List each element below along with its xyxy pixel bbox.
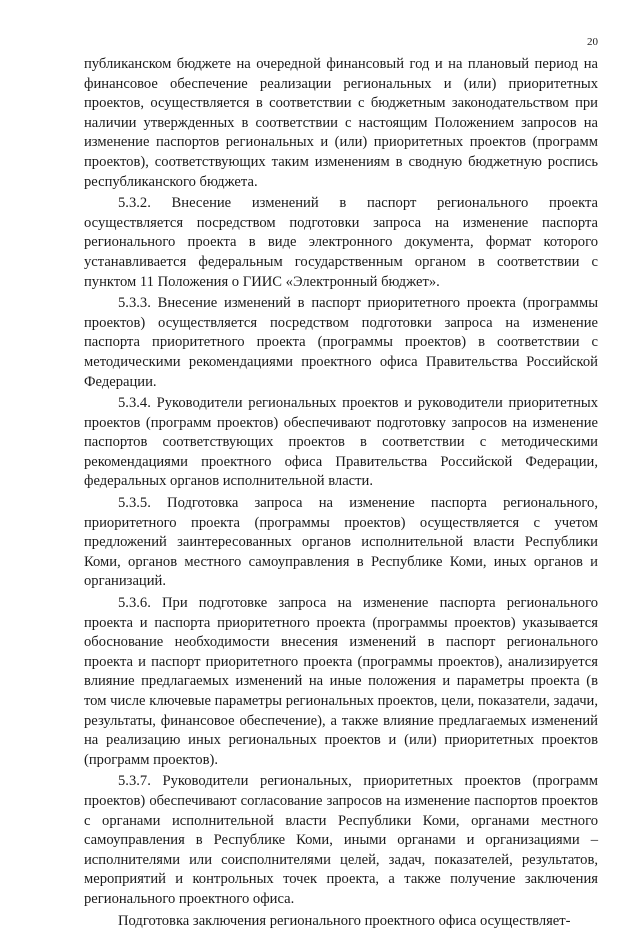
paragraph-5-3-7: 5.3.7. Руководители региональных, приоритетных проектов (программ проектов) обеспечивают согласование запросов на изменение паспортов проектов с органами исполнительной власти Республики Коми, органами местного самоуправления в Республике Коми, иными органами и организациями – исполнителями или соисполнителями целей, задач, показателей, результатов, мероприятий и контрольных точек проекта, а также получение заключения регионального проектного офиса. xyxy=(84,773,598,907)
paragraph-5-3-6: 5.3.6. При подготовке запроса на изменение паспорта регионального проекта и паспорта приоритетного проекта (программы проектов) указывается обоснование необходимости внесения изменений в паспорт регионального проекта и паспорт приоритетного проекта (программы проектов), анализируется влияние предлагаемых изменений на иные положения и параметры проекта (в том числе ключевые параметры региональных проектов, цели, показатели, задачи, результаты, финансовое обеспечение), а также влияние предлагаемых изменений на реализацию иных региональных проектов и (или) приоритетных проектов (программ проектов). xyxy=(84,595,598,768)
paragraph-5-3-5: 5.3.5. Подготовка запроса на изменение паспорта регионального, приоритетного проекта (программы проектов) осуществляется с учетом предложений заинтересованных органов исполнительной власти Республики Коми, органов местного самоуправления в Республике Коми, иных органов и организаций. xyxy=(84,495,598,590)
paragraph-conclusion: Подготовка заключения регионального проектного офиса осуществляет- xyxy=(118,912,571,929)
paragraph-5-3-3: 5.3.3. Внесение изменений в паспорт приоритетного проекта (программы проектов) осуществляется посредством подготовки запроса на изменение паспорта приоритетного проекта (программы проектов) в соответствии с методическими рекомендациями проектного офиса Правительства Российской Федерации. xyxy=(84,295,598,390)
paragraph-5-3-4: 5.3.4. Руководители региональных проектов и руководители приоритетных проектов (программ проектов) обеспечивают подготовку запросов на изменение паспортов соответствующих проектов в соответствии с методическими рекомендациями проектного офиса Правительства Российской Федерации, федеральных органов исполнительной власти. xyxy=(84,395,598,490)
document-body xyxy=(84,55,598,933)
paragraph-5-3-2: 5.3.2. Внесение изменений в паспорт регионального проекта осуществляется посредством подготовки запроса на изменение паспорта регионального проекта в виде электронного документа, формат которого устанавливается федеральным государственным органом в соответствии с пунктом 11 Положения о ГИИС «Электронный бюджет». xyxy=(84,195,598,290)
paragraph-continuation: публиканском бюджете на очередной финансовый год и на плановый период на финансовое обеспечение реализации региональных и (или) приоритетных проектов, осуществляется в соответствии с бюджетным законодательством при наличии утвержденных в соответствии с настоящим Положением запросов на изменение паспортов региональных и (или) приоритетных проектов (программ проектов), соответствующих таким изменениям в сводную бюджетную роспись республиканского бюджета. xyxy=(84,56,598,190)
page-number: 20 xyxy=(587,36,598,48)
